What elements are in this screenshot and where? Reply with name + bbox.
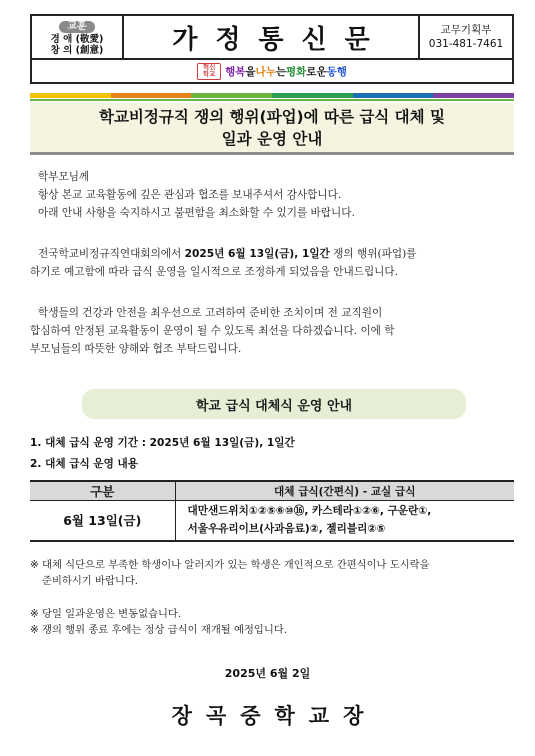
note-allergy: ※ 대체 식단으로 부족한 학생이나 알러지가 있는 학생은 개인적으로 간편식이나 도시락을 준비하시기 바랍니다. xyxy=(30,559,430,587)
motto-line-1: 경 애 (敬愛) xyxy=(50,33,104,45)
slogan-word: 행복 xyxy=(225,65,246,78)
section-heading: 학교 급식 대체식 운영 안내 xyxy=(82,389,466,419)
notice-title-line-1: 학교비정규직 쟁의 행위(파업)에 따른 급식 대체 및 xyxy=(98,107,445,126)
table-header-category: 구분 xyxy=(30,481,175,501)
stripe-segment xyxy=(433,93,514,98)
slogan-word: 는 xyxy=(275,65,286,78)
title-color-stripes xyxy=(30,93,514,103)
note-resume: ※ 쟁의 행위 종료 후에는 정상 급식이 재개될 예정입니다. xyxy=(30,624,288,636)
meal-table xyxy=(30,480,514,542)
stripe-segment xyxy=(30,93,111,98)
newsletter-title: 가정통신문 xyxy=(172,24,388,55)
issue-date: 2025년 6월 2일 xyxy=(224,667,311,680)
innovation-school-seal-icon: 혁신 학교 xyxy=(197,63,221,80)
list-item-period: 1. 대체 급식 운영 기간 : 2025년 6월 13일(금), 1일간 xyxy=(30,437,295,449)
meal-date: 6월 13일(금) xyxy=(63,513,142,529)
school-motto xyxy=(32,16,124,58)
meal-menu: 대만샌드위치①②⑤⑥⑩⑯, 카스테라①②⑥, 구운란①, 서울우유리이브(사과음료)②, 젤리블리②⑤ xyxy=(175,501,514,541)
notice-title-line-2: 일과 운영 안내 xyxy=(221,129,323,148)
list-item-content: 2. 대체 급식 운영 내용 xyxy=(30,458,139,470)
school-principal-signature: 장곡중학교장 xyxy=(171,704,378,728)
school-slogan xyxy=(30,60,514,84)
letter-paragraph-2: 전국학교비정규직연대회의에서 2025년 6월 13일(금), 1일간 쟁의 행위(파업)를 하기로 예고함에 따라 급식 운영을 일시적으로 조정하게 되었음을 안내드립니다. xyxy=(30,248,417,278)
notice-title xyxy=(30,103,514,155)
department-phone: 031-481-7461 xyxy=(428,38,504,50)
table-header-menu: 대체 급식(간편식) - 교실 급식 xyxy=(175,481,514,501)
stripe-segment xyxy=(353,93,434,98)
stripe-segment xyxy=(272,93,353,98)
newsletter-header xyxy=(30,14,514,60)
slogan-word: 나누 xyxy=(255,65,276,78)
table-row xyxy=(30,501,514,541)
department-name: 교무기획부 xyxy=(440,24,492,36)
stripe-segment xyxy=(191,93,272,98)
salutation: 학부모님께 xyxy=(38,171,90,183)
letter-paragraph-3: 학생들의 건강과 안전을 최우선으로 고려하여 준비한 조치이며 전 교직원이 합심하여 안정된 교육활동이 운영이 될 수 있도록 최선을 다하겠습니다. 이에 학 부모님들의 따뜻한 양해와 협조 부탁드립니다. xyxy=(30,307,395,355)
letter-paragraph-1: 항상 본교 교육활동에 깊은 관심과 협조를 보내주셔서 감사합니다. 아래 안내 사항을 숙지하시고 불편함을 최소화할 수 있기를 바랍니다. xyxy=(38,189,355,219)
slogan-word: 동행 xyxy=(326,65,347,78)
department-contact xyxy=(418,16,512,58)
slogan-word: 을 xyxy=(245,65,256,78)
slogan-word: 평화 xyxy=(286,65,307,78)
stripe-segment xyxy=(111,93,192,98)
strike-date-highlight: 2025년 6월 13일(금), 1일간 xyxy=(184,248,330,260)
motto-badge: 교훈 xyxy=(59,21,94,33)
motto-line-2: 창 의 (創意) xyxy=(50,44,104,56)
note-schedule: ※ 당일 일과운영은 변동없습니다. xyxy=(30,608,182,620)
slogan-word: 로운 xyxy=(306,65,327,78)
table-header-row xyxy=(30,481,514,501)
